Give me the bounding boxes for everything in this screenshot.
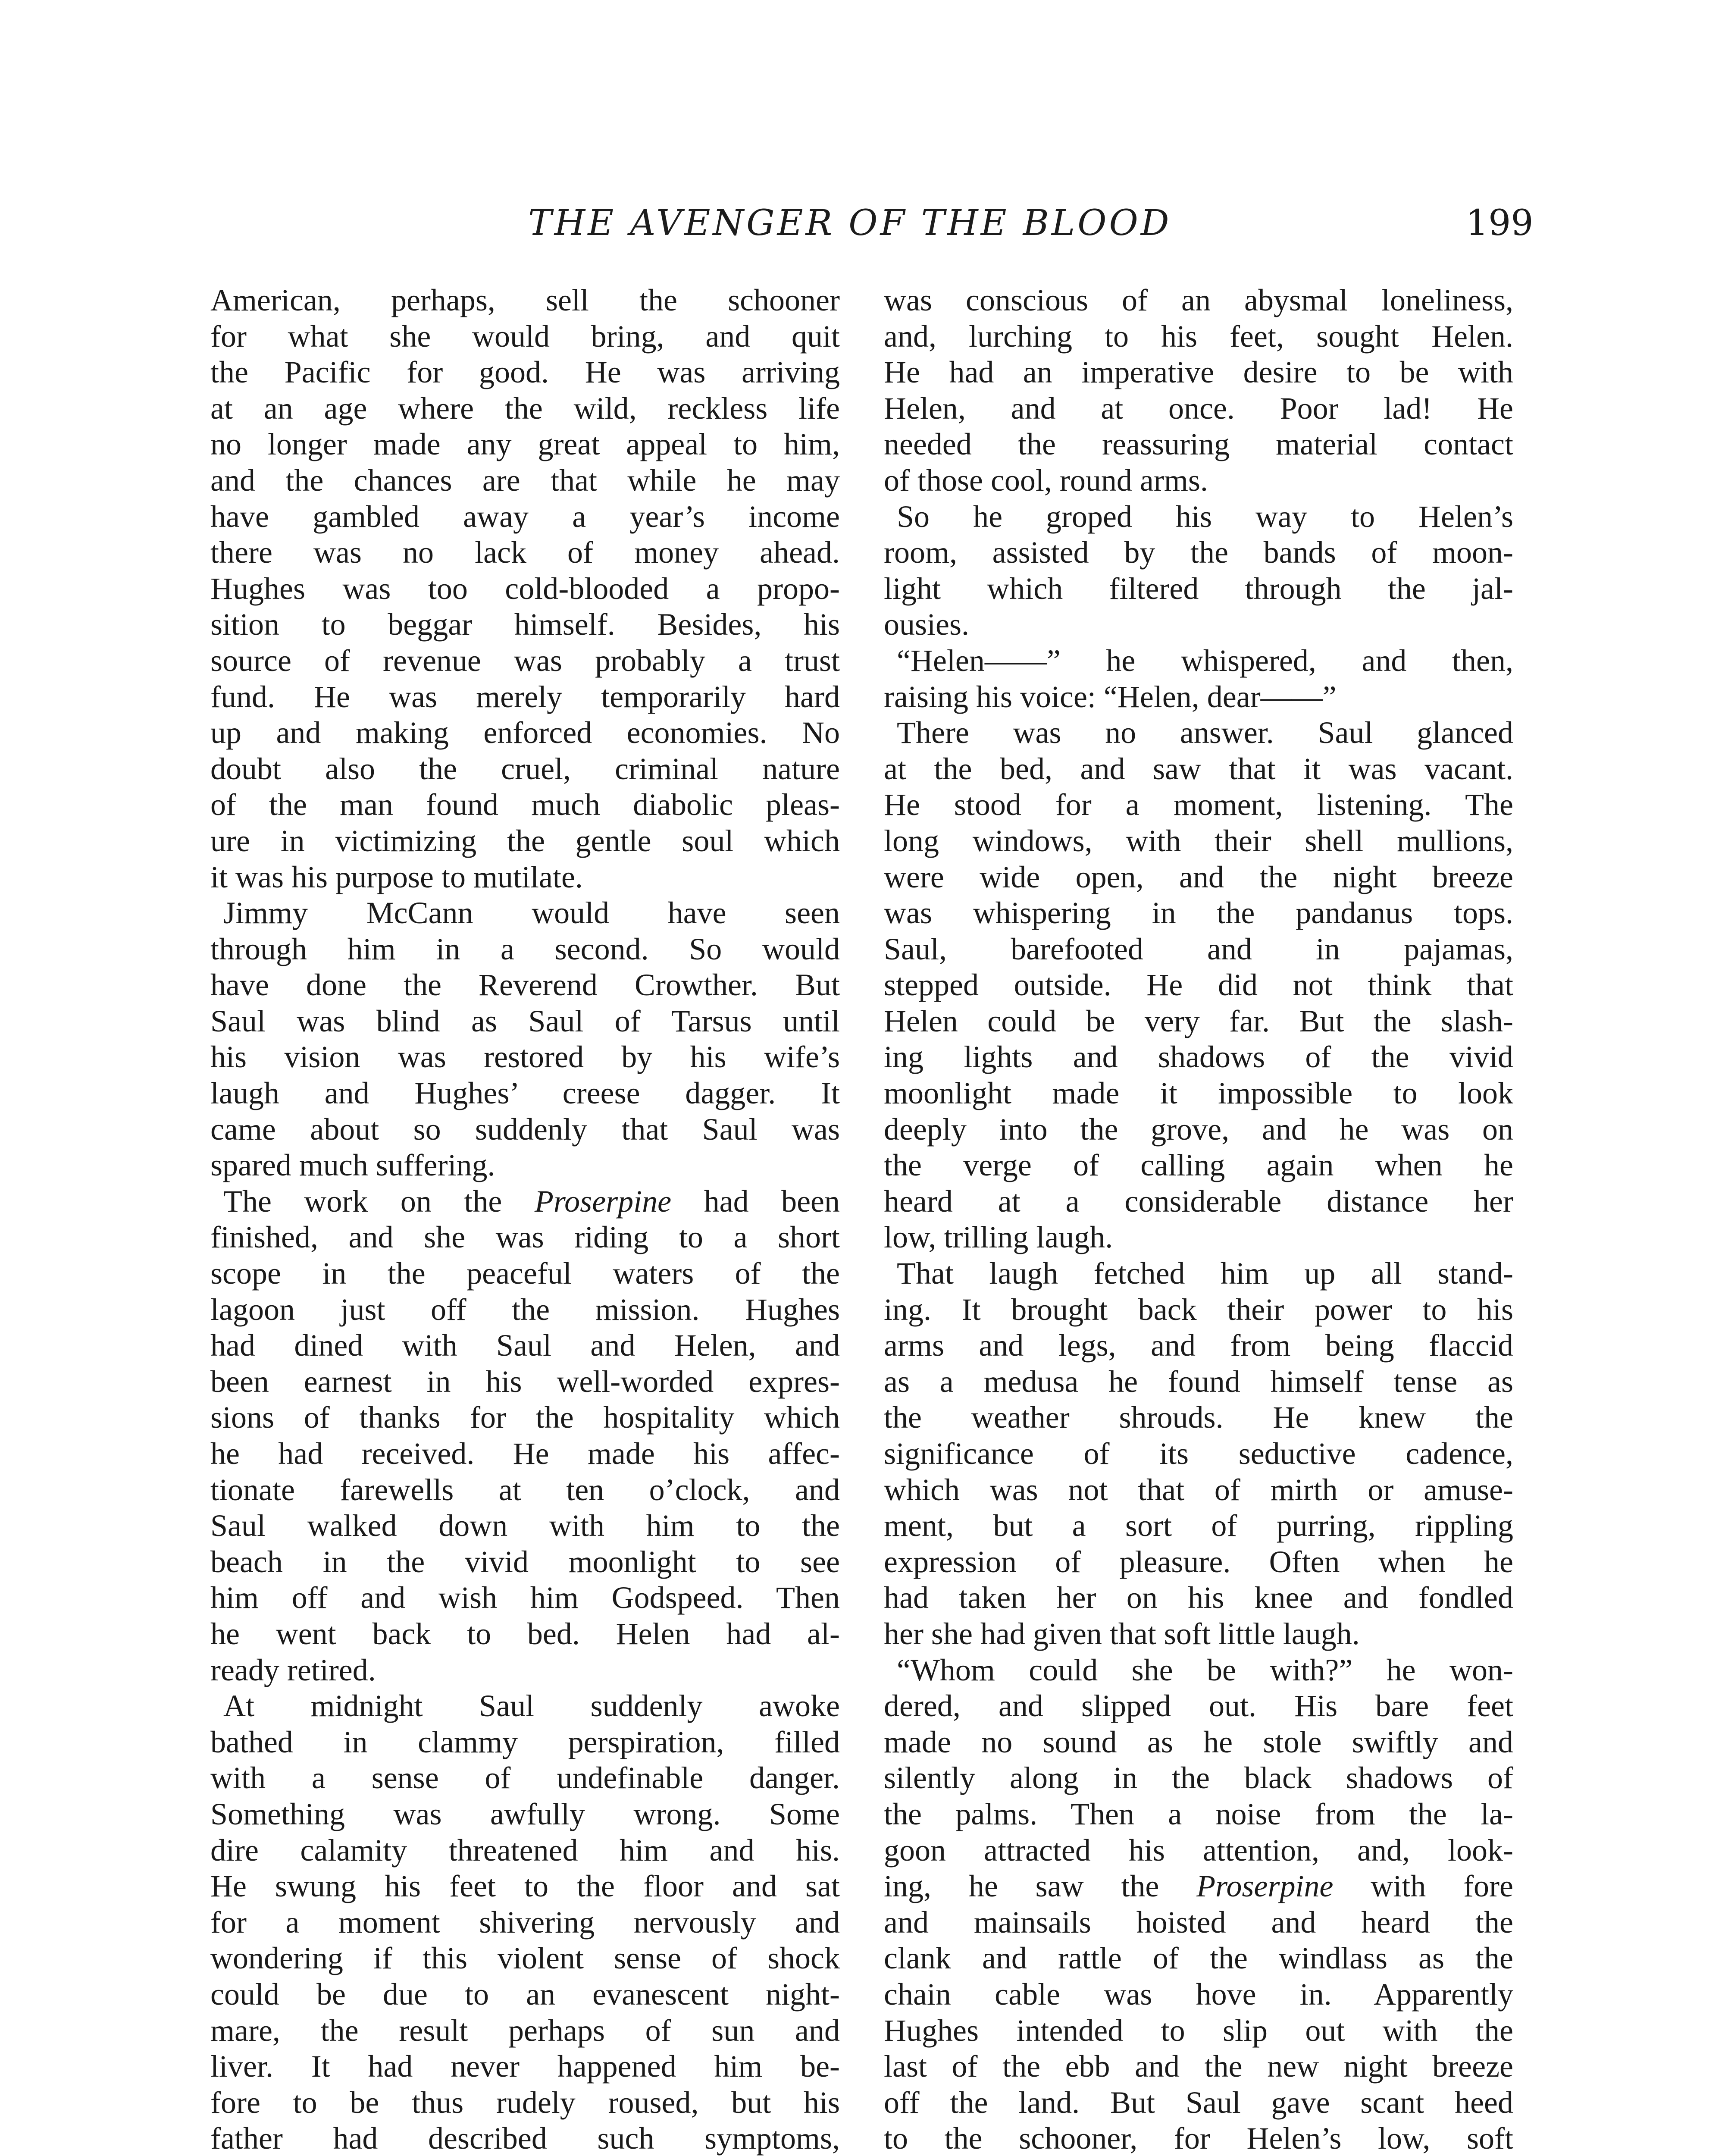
- text-line: and mainsails hoisted and heard the: [884, 1905, 1513, 1940]
- text-line: expression of pleasure. Often when he: [884, 1544, 1513, 1579]
- text-line: to the schooner, for Helen’s low, soft: [884, 2121, 1513, 2156]
- text-line: at the bed, and saw that it was vacant.: [884, 751, 1513, 786]
- text-line: at an age where the wild, reckless life: [210, 391, 840, 426]
- text-line: room, assisted by the bands of moon-: [884, 535, 1513, 570]
- text-line: was whispering in the pandanus tops.: [884, 896, 1513, 931]
- running-title: THE AVENGER OF THE BLOOD: [528, 203, 1172, 244]
- text-line: scope in the peaceful waters of the: [210, 1256, 840, 1291]
- text-line: low, trilling laugh.: [884, 1220, 1113, 1255]
- text-line: father had described such symptoms,: [210, 2121, 840, 2156]
- text-line: bathed in clammy perspiration, filled: [210, 1724, 840, 1759]
- text-line: ment, but a sort of purring, rippling: [884, 1508, 1513, 1543]
- text-line: Helen, and at once. Poor lad! He: [884, 391, 1513, 426]
- text-line: “Helen——” he whispered, and then,: [897, 643, 1513, 678]
- text-line: it was his purpose to mutilate.: [210, 859, 583, 894]
- text-line: sition to beggar himself. Besides, his: [210, 607, 840, 642]
- text-line: raising his voice: “Helen, dear——”: [884, 679, 1337, 714]
- text-line: as a medusa he found himself tense as: [884, 1364, 1513, 1399]
- text-line: stepped outside. He did not think that: [884, 968, 1513, 1003]
- text-line: the palms. Then a noise from the la-: [884, 1796, 1513, 1831]
- text-line: Jimmy McCann would have seen: [223, 896, 840, 931]
- text-line: sions of thanks for the hospitality which: [210, 1400, 840, 1435]
- text-line: heard at a considerable distance her: [884, 1184, 1513, 1219]
- text-line: no longer made any great appeal to him,: [210, 427, 840, 462]
- text-line: needed the reassuring material contact: [884, 427, 1513, 462]
- text-line: long windows, with their shell mullions,: [884, 823, 1513, 858]
- text-line: significance of its seductive cadence,: [884, 1436, 1513, 1471]
- text-line: Saul, barefooted and in pajamas,: [884, 931, 1513, 966]
- text-line: he had received. He made his affec-: [210, 1436, 840, 1471]
- text-line: finished, and she was riding to a short: [210, 1220, 840, 1255]
- text-line: his vision was restored by his wife’s: [210, 1040, 840, 1075]
- text-line: came about so suddenly that Saul was: [210, 1112, 840, 1147]
- text-line: tionate farewells at ten o’clock, and: [210, 1472, 840, 1507]
- text-line: could be due to an evanescent night-: [210, 1977, 840, 2012]
- text-line: lagoon just off the mission. Hughes: [210, 1292, 840, 1327]
- text-line: had dined with Saul and Helen, and: [210, 1328, 840, 1363]
- page-number: 199: [1466, 203, 1534, 244]
- text-line: He had an imperative desire to be with: [884, 355, 1513, 390]
- text-line: of those cool, round arms.: [884, 463, 1208, 498]
- text-line: laugh and Hughes’ creese dagger. It: [210, 1076, 840, 1111]
- text-line: “Whom could she be with?” he won-: [897, 1652, 1513, 1687]
- text-line: her she had given that soft little laugh.: [884, 1616, 1360, 1651]
- text-line: with a sense of undefinable danger.: [210, 1761, 840, 1796]
- text-line: beach in the vivid moonlight to see: [210, 1544, 840, 1579]
- text-line: That laugh fetched him up all stand-: [897, 1256, 1513, 1291]
- text-line: the Pacific for good. He was arriving: [210, 355, 840, 390]
- text-line: source of revenue was probably a trust: [210, 643, 840, 678]
- text-line: There was no answer. Saul glanced: [897, 715, 1513, 750]
- text-line: fore to be thus rudely roused, but his: [210, 2085, 840, 2120]
- text-line: doubt also the cruel, criminal nature: [210, 751, 840, 786]
- text-line: chain cable was hove in. Apparently: [884, 1977, 1513, 2012]
- text-line: Saul was blind as Saul of Tarsus until: [210, 1003, 840, 1038]
- text-line: At midnight Saul suddenly awoke: [223, 1689, 840, 1724]
- text-line: for what she would bring, and quit: [210, 319, 840, 354]
- text-line: ure in victimizing the gentle soul which: [210, 823, 840, 858]
- text-line: ousies.: [884, 607, 969, 642]
- text-line: wondering if this violent sense of shock: [210, 1941, 840, 1976]
- text-line: So he groped his way to Helen’s: [897, 499, 1513, 534]
- text-line: liver. It had never happened him be-: [210, 2049, 840, 2084]
- text-line: moonlight made it impossible to look: [884, 1076, 1513, 1111]
- text-line: have gambled away a year’s income: [210, 499, 840, 534]
- text-line: the verge of calling again when he: [884, 1148, 1513, 1183]
- text-line: have done the Reverend Crowther. But: [210, 968, 840, 1003]
- text-line: him off and wish him Godspeed. Then: [210, 1580, 840, 1615]
- text-line: up and making enforced economies. No: [210, 715, 840, 750]
- text-line: the weather shrouds. He knew the: [884, 1400, 1513, 1435]
- text-line: ready retired.: [210, 1652, 376, 1687]
- text-line: dire calamity threatened him and his.: [210, 1833, 840, 1868]
- text-line: Hughes was too cold-blooded a propo-: [210, 571, 840, 606]
- text-line: He swung his feet to the floor and sat: [210, 1869, 840, 1904]
- text-line: he went back to bed. Helen had al-: [210, 1616, 840, 1651]
- text-line: light which filtered through the jal-: [884, 571, 1513, 606]
- text-line: made no sound as he stole swiftly and: [884, 1724, 1513, 1759]
- text-line: for a moment shivering nervously and: [210, 1905, 840, 1940]
- text-line: clank and rattle of the windlass as the: [884, 1941, 1513, 1976]
- text-line: had taken her on his knee and fondled: [884, 1580, 1513, 1615]
- text-line: goon attracted his attention, and, look-: [884, 1833, 1513, 1868]
- text-line: silently along in the black shadows of: [884, 1761, 1513, 1796]
- text-line: Saul walked down with him to the: [210, 1508, 840, 1543]
- text-line: last of the ebb and the new night breeze: [884, 2049, 1513, 2084]
- text-line: Something was awfully wrong. Some: [210, 1796, 840, 1831]
- text-line: and, lurching to his feet, sought Helen.: [884, 319, 1513, 354]
- text-line: which was not that of mirth or amuse-: [884, 1472, 1513, 1507]
- text-line: off the land. But Saul gave scant heed: [884, 2085, 1513, 2120]
- text-line: deeply into the grove, and he was on: [884, 1112, 1513, 1147]
- text-line: was conscious of an abysmal loneliness,: [884, 283, 1513, 317]
- text-line: ing. It brought back their power to his: [884, 1292, 1513, 1327]
- text-line: ing lights and shadows of the vivid: [884, 1040, 1513, 1075]
- text-line: and the chances are that while he may: [210, 463, 840, 498]
- text-line: Helen could be very far. But the slash-: [884, 1003, 1513, 1038]
- text-line: were wide open, and the night breeze: [884, 859, 1513, 894]
- text-line: The work on the Proserpine had been: [223, 1184, 840, 1219]
- text-line: American, perhaps, sell the schooner: [210, 283, 840, 317]
- text-line: through him in a second. So would: [210, 931, 840, 966]
- text-line: arms and legs, and from being flaccid: [884, 1328, 1513, 1363]
- text-line: He stood for a moment, listening. The: [884, 787, 1513, 822]
- text-line: dered, and slipped out. His bare feet: [884, 1689, 1513, 1724]
- text-line: been earnest in his well-worded expres-: [210, 1364, 840, 1399]
- text-line: fund. He was merely temporarily hard: [210, 679, 840, 714]
- text-line: spared much suffering.: [210, 1148, 495, 1183]
- text-line: ing, he saw the Proserpine with fore: [884, 1869, 1513, 1904]
- text-line: Hughes intended to slip out with the: [884, 2013, 1513, 2048]
- text-line: of the man found much diabolic pleas-: [210, 787, 840, 822]
- text-line: there was no lack of money ahead.: [210, 535, 840, 570]
- right-text-column: [884, 282, 1513, 2156]
- left-text-column: [210, 282, 840, 2156]
- text-line: mare, the result perhaps of sun and: [210, 2013, 840, 2048]
